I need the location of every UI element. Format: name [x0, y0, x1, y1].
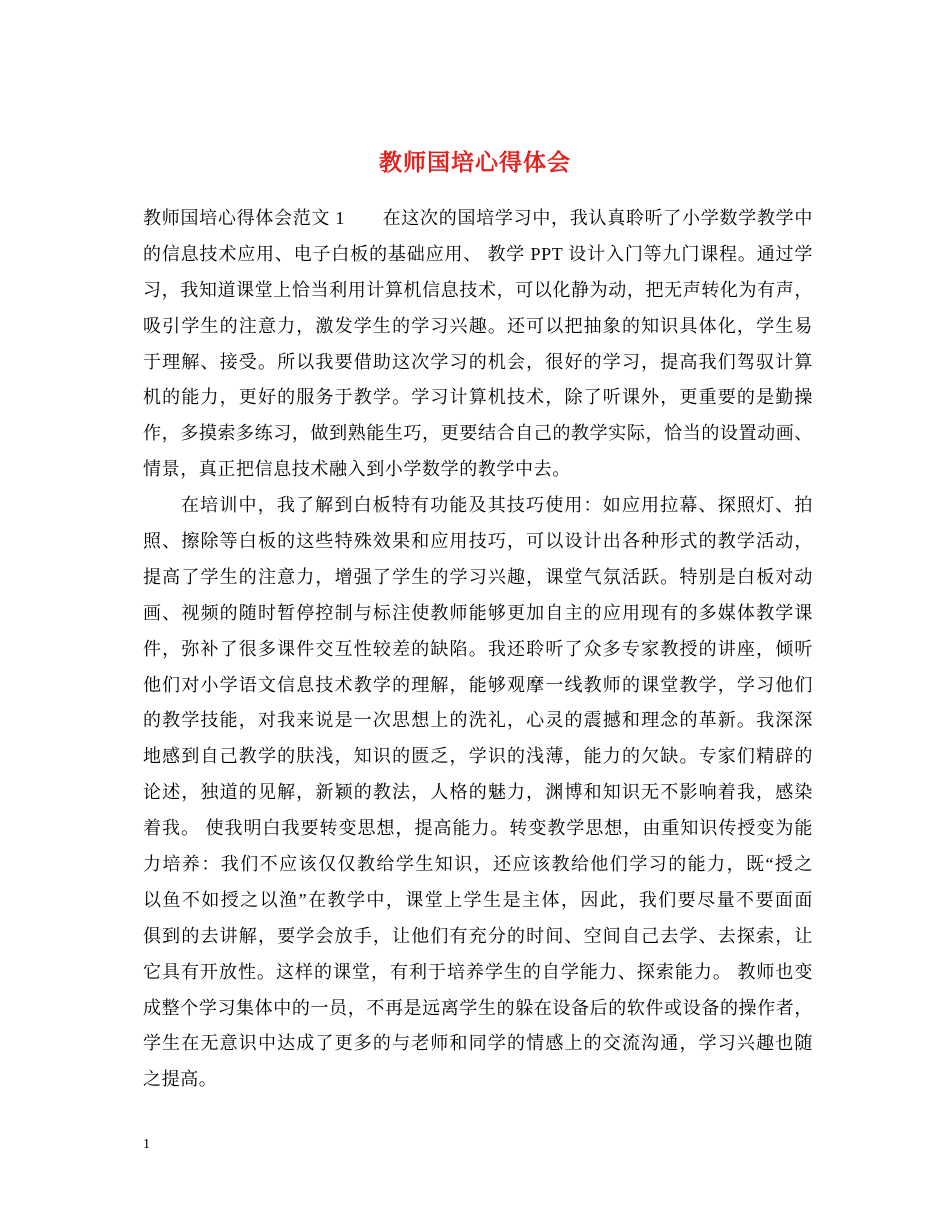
- page-number: 1: [143, 1137, 150, 1152]
- text-line: 画、视频的随时暂停控制与标注使教师能够更加自主的应用现有的多媒体教学课: [143, 602, 813, 623]
- text-line: 情景，真正把信息技术融入到小学数学的教学中去。: [143, 459, 571, 480]
- text-line: 吸引学生的注意力，激发学生的学习兴趣。还可以把抽象的知识具体化，学生易: [143, 315, 813, 336]
- text-line: 的信息技术应用、电子白板的基础应用、 教学 PPT 设计入门等九门课程。通过学: [143, 243, 813, 264]
- text-line: 成整个学习集体中的一员，不再是远离学生的躲在设备后的软件或设备的操作者，: [143, 997, 813, 1018]
- paragraph-2: [143, 488, 813, 1098]
- text-line: 的教学技能，对我来说是一次思想上的洗礼，心灵的震撼和理念的革新。我深深: [143, 710, 813, 731]
- text-line: 习，我知道课堂上恰当利用计算机信息技术，可以化静为动，把无声转化为有声，: [143, 279, 813, 300]
- document-body: [143, 201, 813, 1098]
- page-title: 教师国培心得体会: [379, 150, 571, 176]
- text-line: 在培训中，我了解到白板特有功能及其技巧使用：如应用拉幕、探照灯、拍: [181, 495, 813, 516]
- text-line: 之提高。: [143, 1069, 218, 1090]
- text-line: 力培养：我们不应该仅仅教给学生知识，还应该教给他们学习的能力，既“授之: [143, 854, 813, 875]
- text-line: 学生在无意识中达成了更多的与老师和同学的情感上的交流沟通，学习兴趣也随: [143, 1033, 813, 1054]
- text-line: 以鱼不如授之以渔”在教学中，课堂上学生是主体，因此，我们要尽量不要面面: [143, 889, 813, 910]
- text-line: 照、擦除等白板的这些特殊效果和应用技巧，可以设计出各种形式的教学活动，: [143, 531, 813, 552]
- text-line: 于理解、接受。所以我要借助这次学习的机会，很好的学习，提高我们驾驭计算: [143, 351, 813, 372]
- text-line: 作，多摸索多练习，做到熟能生巧，更要结合自己的教学实际，恰当的设置动画、: [143, 423, 813, 444]
- text-line: 提高了学生的注意力，增强了学生的学习兴趣，课堂气氛活跃。特别是白板对动: [143, 566, 813, 587]
- text-line: 他们对小学语文信息技术教学的理解，能够观摩一线教师的课堂教学，学习他们: [143, 674, 813, 695]
- text-line: 着我。 使我明白我要转变思想，提高能力。转变教学思想，由重知识传授变为能: [143, 818, 813, 839]
- text-line: 它具有开放性。这样的课堂，有利于培养学生的自学能力、探索能力。 教师也变: [143, 961, 813, 982]
- text-line: 机的能力，更好的服务于教学。学习计算机技术，除了听课外，更重要的是勤操: [143, 387, 813, 408]
- text-line: 俱到的去讲解，要学会放手，让他们有充分的时间、空间自己去学、去探索，让: [143, 925, 813, 946]
- text-line: 教师国培心得体会范文 1 在这次的国培学习中，我认真聆听了小学数学教学中: [143, 208, 813, 228]
- text-line: 件，弥补了很多课件交互性较差的缺陷。我还聆听了众多专家教授的讲座，倾听: [143, 638, 813, 659]
- text-line: 地感到自己教学的肤浅，知识的匮乏，学识的浅薄，能力的欠缺。专家们精辟的: [143, 746, 813, 767]
- text-line: 论述，独道的见解，新颖的教法，人格的魅力，渊博和知识无不影响着我，感染: [143, 782, 813, 803]
- paragraph-1: [143, 201, 813, 488]
